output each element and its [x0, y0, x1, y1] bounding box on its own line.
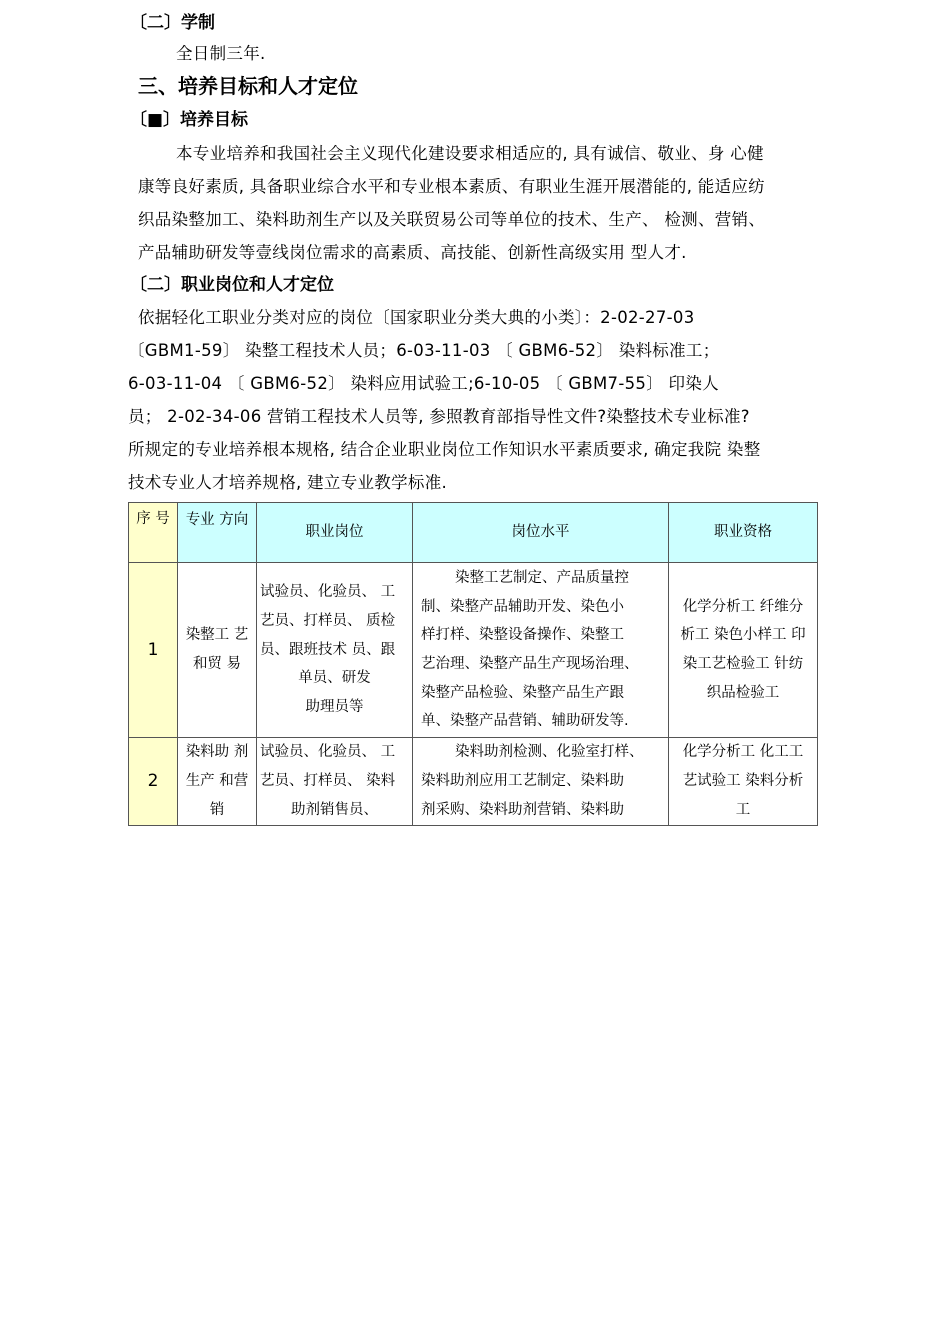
cell-line: 助理员等	[305, 699, 364, 716]
cell-line: 艺员、打样员、 质检	[260, 612, 396, 629]
career-table	[128, 502, 818, 826]
cell-line: 染料助剂检测、化验室打样、	[455, 744, 644, 761]
cell-line: 销	[209, 801, 225, 818]
objective-line: 本专业培养和我国社会主义现代化建设要求相适应的, 具有诚信、敬业、身 心健	[176, 144, 764, 163]
objective-line: 康等良好素质, 具备职业综合水平和专业根本素质、有职业生涯开展潜能的, 能适应纺	[138, 177, 765, 196]
cell-line: 单、染整产品营销、辅助研发等.	[421, 713, 629, 730]
row-posts	[257, 563, 413, 738]
cell-line: 试验员、化验员、 工	[260, 744, 396, 761]
header-direction: 专业 方向	[178, 503, 257, 563]
positions-line: 〔GBM1-59〕 染整工程技术人员；6-03-11-03 〔 GBM6-52〕 染料标准工；	[128, 341, 720, 360]
cell-line: 染整产品检验、染整产品生产跟	[421, 684, 624, 701]
row-posts	[257, 738, 413, 826]
cell-line: 样打样、染整设备操作、染整工	[421, 627, 624, 644]
subsection-heading-positions: 〔二〕职业岗位和人才定位	[130, 275, 334, 295]
cell-line: 化学分析工 纤维分	[682, 598, 804, 615]
row-ability	[413, 563, 669, 738]
positions-line: 所规定的专业培养根本规格, 结合企业职业岗位工作知识水平素质要求, 确定我院 染整	[128, 440, 761, 459]
header-ability: 岗位水平	[413, 503, 669, 563]
header-cert: 职业资格	[669, 503, 818, 563]
positions-line: 依据轻化工职业分类对应的岗位〔国家职业分类大典的小类〕：2-02-27-03	[138, 308, 695, 327]
table-header-row	[129, 503, 818, 563]
positions-line: 员； 2-02-34-06 营销工程技术人员等, 参照教育部指导性文件?染整技术专业标准?	[128, 407, 750, 426]
cell-line: 试验员、化验员、 工	[260, 584, 396, 601]
cell-line: 单员、研发	[298, 670, 371, 687]
table-row	[129, 563, 818, 738]
cell-line: 艺试验工 染料分析	[682, 773, 804, 790]
row-direction	[178, 738, 257, 826]
table-row	[129, 738, 818, 826]
cell-line: 艺员、打样员、 染料	[260, 773, 396, 790]
cell-line: 剂采购、染料助剂营销、染料助	[421, 801, 624, 818]
row-cert	[669, 738, 818, 826]
cell-line: 和贸 易	[192, 656, 242, 672]
cell-line: 染整工艺制定、产品质量控	[455, 569, 629, 586]
subsection-heading-objective: 〔■〕培养目标	[130, 110, 249, 130]
cell-line: 染工艺检验工 针纺	[682, 656, 804, 672]
duration-text: 全日制三年.	[176, 44, 266, 63]
cell-line: 析工 染色小样工 印	[680, 627, 806, 644]
cell-line: 化学分析工 化工工	[682, 744, 804, 761]
cell-line: 助剂销售员、	[291, 801, 378, 818]
positions-line: 6-03-11-04 〔 GBM6-52〕 染料应用试验工;6-10-05 〔 GBM7-55〕 印染人	[128, 374, 719, 393]
cell-line: 染料助剂应用工艺制定、染料助	[421, 773, 624, 790]
objective-line: 织品染整加工、染料助剂生产以及关联贸易公司等单位的技术、生产、 检测、营销、	[138, 210, 766, 229]
row-direction	[178, 563, 257, 738]
section-heading-duration: 〔二〕学制	[130, 13, 215, 33]
header-no: 序 号	[129, 503, 178, 563]
row-ability	[413, 738, 669, 826]
row-no: 1	[129, 563, 178, 738]
cell-line: 染料助 剂	[185, 744, 249, 761]
cell-line: 制、染整产品辅助开发、染色小	[421, 598, 624, 615]
row-cert	[669, 563, 818, 738]
positions-line: 技术专业人才培养规格, 建立专业教学标准.	[128, 473, 448, 492]
cell-line: 员、跟班技术 员、跟	[260, 641, 396, 658]
cell-line: 染整工 艺	[185, 627, 249, 644]
section-heading-goals: 三、培养目标和人才定位	[138, 74, 358, 98]
header-posts: 职业岗位	[257, 503, 413, 563]
objective-line: 产品辅助研发等壹线岗位需求的高素质、高技能、创新性高级实用 型人才.	[138, 243, 687, 262]
row-no: 2	[129, 738, 178, 826]
cell-line: 生产 和营	[185, 773, 249, 790]
cell-line: 织品检验工	[706, 684, 780, 701]
cell-line: 艺治理、染整产品生产现场治理、	[421, 656, 639, 672]
cell-line: 工	[735, 801, 751, 818]
